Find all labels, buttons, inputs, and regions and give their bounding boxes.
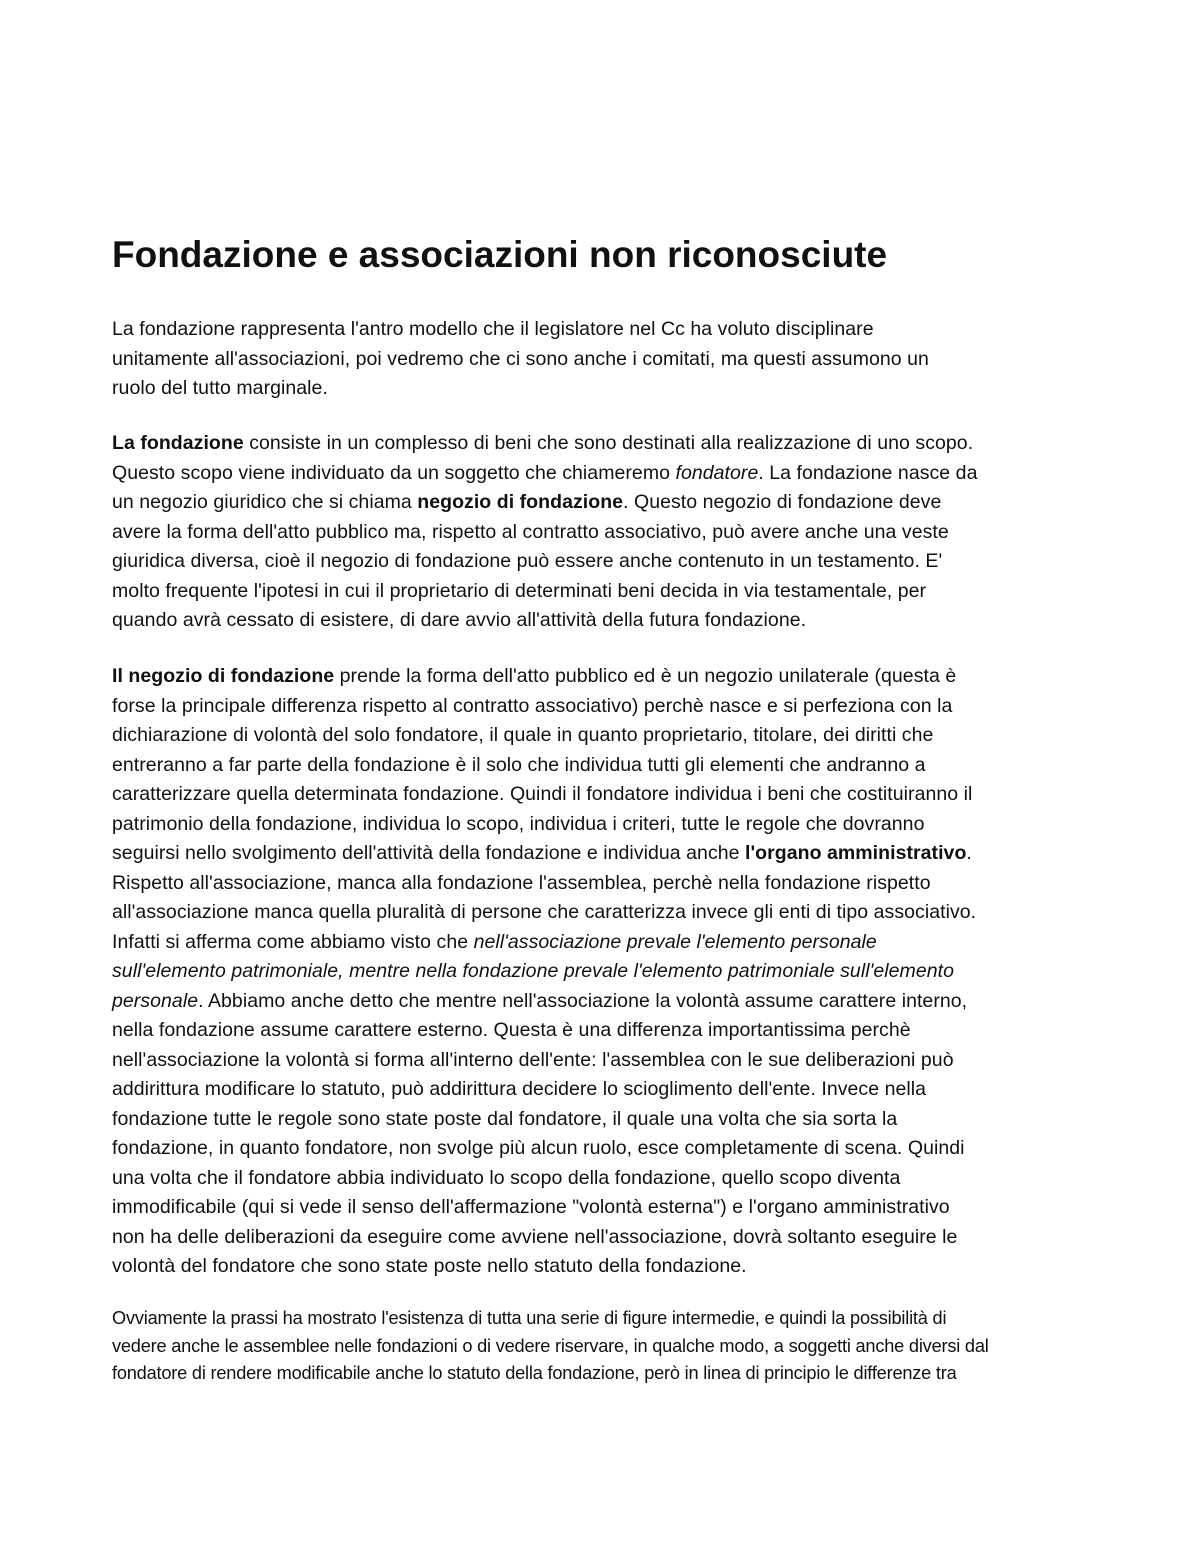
text-line: Il negozio di fondazione prende la forma dell'atto pubblico ed è un negozio unilaterale (questa è bbox=[112, 665, 957, 687]
bold-term: Il negozio di fondazione bbox=[112, 665, 335, 687]
page-title: Fondazione e associazioni non riconosciute bbox=[112, 234, 888, 275]
text-line: Ovviamente la prassi ha mostrato l'esistenza di tutta una serie di figure intermedie, e quindi la possibilità di bbox=[112, 1308, 947, 1328]
text-line: all'associazione manca quella pluralità di persone che caratterizza invece gli enti di tipo associativo. bbox=[112, 901, 977, 923]
text-line: personale. Abbiamo anche detto che mentre nell'associazione la volontà assume carattere interno, bbox=[112, 989, 968, 1012]
text-line: giuridica diversa, cioè il negozio di fondazione può essere anche contenuto in un testamento. E' bbox=[112, 550, 943, 572]
text-line: Rispetto all'associazione, manca alla fondazione l'assemblea, perchè nella fondazione rispetto bbox=[112, 871, 931, 894]
text-line: unitamente all'associazioni, poi vedremo che ci sono anche i comitati, ma questi assumono un bbox=[112, 347, 929, 370]
paragraph-fondazione bbox=[112, 429, 977, 636]
text-line: quando avrà cessato di esistere, di dare avvio all'attività della futura fondazione. bbox=[112, 609, 807, 631]
bold-term: La fondazione bbox=[112, 432, 244, 454]
text-line: La fondazione rappresenta l'antro modello che il legislatore nel Cc ha voluto disciplinare bbox=[112, 318, 874, 340]
text-line: ruolo del tutto marginale. bbox=[112, 377, 328, 399]
text-line: avere la forma dell'atto pubblico ma, rispetto al contratto associativo, può avere anche una veste bbox=[112, 520, 949, 543]
text-line: addirittura modificare lo statuto, può addirittura decidere lo scioglimento dell'ente. Invece nella bbox=[112, 1078, 927, 1100]
text-line: nell'associazione la volontà si forma all'interno dell'ente: l'assemblea con le sue deliberazioni può bbox=[112, 1048, 954, 1071]
text-line: dichiarazione di volontà del solo fondatore, il quale in quanto proprietario, titolare, dei diritti che bbox=[112, 724, 934, 746]
bold-term: negozio di fondazione bbox=[417, 491, 624, 513]
italic-term: sull'elemento patrimoniale, mentre nella fondazione prevale l'elemento patrimoniale sull'elemento bbox=[112, 960, 954, 982]
text-line: seguirsi nello svolgimento dell'attività della fondazione e individua anche l'organo amministrativo. bbox=[112, 842, 972, 864]
text-line: non ha delle deliberazioni da eseguire come avviene nell'associazione, dovrà soltanto eseguire le bbox=[112, 1225, 958, 1248]
text-line: fondazione, in quanto fondatore, non svolge più alcun ruolo, esce completamente di scena. Quindi bbox=[112, 1137, 965, 1159]
text-line: patrimonio della fondazione, individua lo scopo, individua i criteri, tutte le regole che dovranno bbox=[112, 812, 925, 835]
text-line: forse la principale differenza rispetto al contratto associativo) perchè nasce e si perfeziona con la bbox=[112, 694, 953, 717]
text-line: un negozio giuridico che si chiama negozio di fondazione. Questo negozio di fondazione deve bbox=[112, 491, 942, 513]
text-line: molto frequente l'ipotesi in cui il proprietario di determinati beni decida in via testamentale, per bbox=[112, 579, 927, 602]
text-line: vedere anche le assemblee nelle fondazioni o di vedere riservare, in qualche modo, a soggetti anche diversi dal bbox=[112, 1335, 989, 1356]
italic-term: fondatore bbox=[675, 461, 759, 484]
paragraph-prassi bbox=[112, 1305, 989, 1388]
text-line: volontà del fondatore che sono state poste nello statuto della fondazione. bbox=[112, 1255, 747, 1277]
italic-term: personale bbox=[112, 989, 199, 1012]
text-line: Infatti si afferma come abbiamo visto che nell'associazione prevale l'elemento personale bbox=[112, 930, 877, 953]
text-line: Questo scopo viene individuato da un soggetto che chiameremo fondatore. La fondazione nasce da bbox=[112, 461, 978, 484]
paragraph-negozio bbox=[112, 662, 976, 1282]
text-line: fondatore di rendere modificabile anche lo statuto della fondazione, però in linea di principio le differenze tra bbox=[112, 1363, 957, 1383]
text-line: La fondazione consiste in un complesso di beni che sono destinati alla realizzazione di uno scopo. bbox=[112, 432, 974, 454]
paragraph-intro bbox=[112, 315, 929, 404]
text-line: immodificabile (qui si vede il senso dell'affermazione "volontà esterna") e l'organo amministrativo bbox=[112, 1196, 950, 1218]
text-line: nella fondazione assume carattere esterno. Questa è una differenza importantissima perchè bbox=[112, 1019, 911, 1041]
text-line: entreranno a far parte della fondazione è il solo che individua tutti gli elementi che andranno a bbox=[112, 753, 926, 776]
italic-term: nell'associazione prevale l'elemento personale bbox=[473, 930, 877, 953]
text-line: caratterizzare quella determinata fondazione. Quindi il fondatore individua i beni che costituiranno il bbox=[112, 783, 973, 805]
text-line: fondazione tutte le regole sono state poste dal fondatore, il quale una volta che sia sorta la bbox=[112, 1107, 898, 1130]
bold-term: l'organo amministrativo bbox=[745, 842, 967, 864]
text-line bbox=[112, 957, 976, 987]
text-line: una volta che il fondatore abbia individuato lo scopo della fondazione, quello scopo diventa bbox=[112, 1166, 901, 1189]
